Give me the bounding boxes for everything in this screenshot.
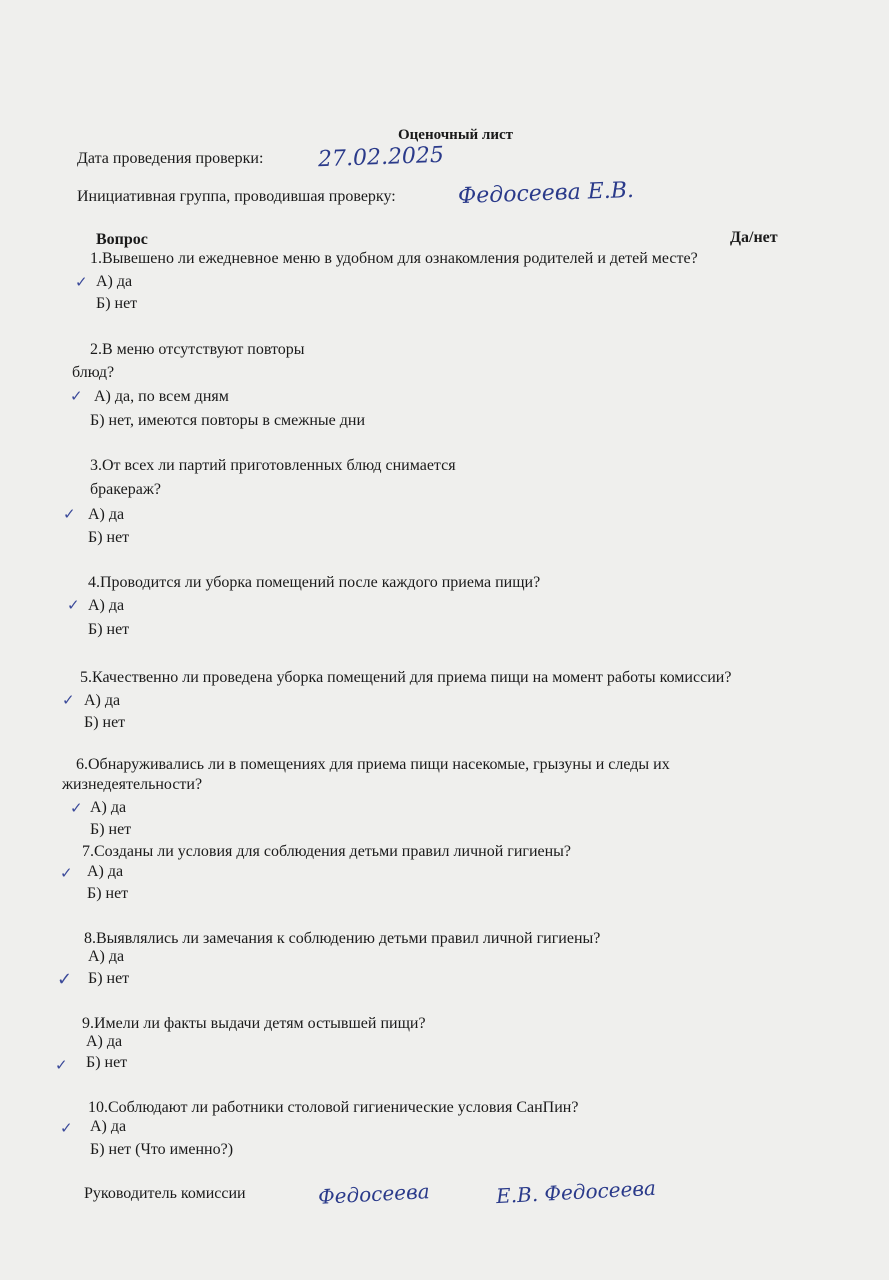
- check-mark-icon: ✓: [67, 596, 80, 614]
- question-5: 5.Качественно ли проведена уборка помещений для приема пищи на момент работы комиссии?: [80, 669, 732, 686]
- signature-1: Федосеева: [317, 1179, 431, 1209]
- question-7: 7.Созданы ли условия для соблюдения детьми правил личной гигиены?: [82, 843, 572, 860]
- question-6-option-a: А) да: [90, 799, 127, 816]
- check-mark-icon: ✓: [70, 387, 83, 405]
- question-5-option-b: Б) нет: [84, 714, 126, 731]
- check-mark-icon: ✓: [70, 799, 83, 817]
- question-5-option-a: А) да: [84, 692, 121, 709]
- question-8-option-b: Б) нет: [88, 970, 130, 987]
- question-9-option-b: Б) нет: [86, 1054, 128, 1071]
- question-1: 1.Вывешено ли ежедневное меню в удобном для ознакомления родителей и детей месте?: [90, 250, 698, 267]
- question-7-option-b: Б) нет: [87, 885, 129, 902]
- question-2-line-1: 2.В меню отсутствуют повторы: [90, 341, 305, 358]
- question-2-option-a: А) да, по всем дням: [94, 388, 229, 405]
- question-7-option-a: А) да: [87, 863, 124, 880]
- question-1-option-b: Б) нет: [96, 295, 138, 312]
- question-10-option-a: А) да: [90, 1118, 127, 1135]
- check-mark-icon: ✓: [55, 1056, 68, 1074]
- question-8-option-a: А) да: [88, 948, 125, 965]
- column-header-answer: Да/нет: [730, 229, 778, 246]
- check-mark-icon: ✓: [75, 273, 88, 291]
- footer-label: Руководитель комиссии: [84, 1185, 246, 1202]
- question-4-option-a: А) да: [88, 597, 125, 614]
- question-6-option-b: Б) нет: [90, 821, 132, 838]
- check-mark-icon: ✓: [63, 505, 76, 523]
- date-handwritten: 27.02.2025: [317, 142, 445, 173]
- question-4-option-b: Б) нет: [88, 621, 130, 638]
- group-handwritten: Федосеева Е.В.: [457, 177, 635, 210]
- question-8: 8.Выявлялись ли замечания к соблюдению детьми правил личной гигиены?: [84, 930, 601, 947]
- question-3-line-2: бракераж?: [90, 481, 161, 498]
- question-3-line-1: 3.От всех ли партий приготовленных блюд снимается: [90, 457, 456, 474]
- page-title: Оценочный лист: [398, 127, 514, 143]
- question-2-line-2: блюд?: [72, 364, 115, 381]
- check-mark-icon: ✓: [60, 1119, 73, 1137]
- check-mark-icon: ✓: [57, 969, 73, 990]
- question-6-line-1: 6.Обнаруживались ли в помещениях для приема пищи насекомые, грызуны и следы их: [76, 756, 670, 773]
- question-4: 4.Проводится ли уборка помещений после каждого приема пищи?: [88, 574, 541, 591]
- question-3-option-b: Б) нет: [88, 529, 130, 546]
- check-mark-icon: ✓: [60, 864, 73, 882]
- date-label: Дата проведения проверки:: [77, 150, 264, 167]
- question-3-option-a: А) да: [88, 506, 125, 523]
- group-label: Инициативная группа, проводившая проверку:: [77, 188, 396, 205]
- question-9-option-a: А) да: [86, 1033, 123, 1050]
- question-1-option-a: А) да: [96, 273, 133, 290]
- question-9: 9.Имели ли факты выдачи детям остывшей пищи?: [82, 1015, 426, 1032]
- signature-2: Е.В. Федосеева: [495, 1175, 657, 1209]
- question-10: 10.Соблюдают ли работники столовой гигиенические условия СанПин?: [88, 1099, 579, 1116]
- check-mark-icon: ✓: [62, 691, 75, 709]
- question-6-line-2: жизнедеятельности?: [62, 776, 203, 793]
- question-10-option-b: Б) нет (Что именно?): [90, 1141, 234, 1158]
- column-header-question: Вопрос: [96, 231, 148, 248]
- question-2-option-b: Б) нет, имеются повторы в смежные дни: [90, 412, 366, 429]
